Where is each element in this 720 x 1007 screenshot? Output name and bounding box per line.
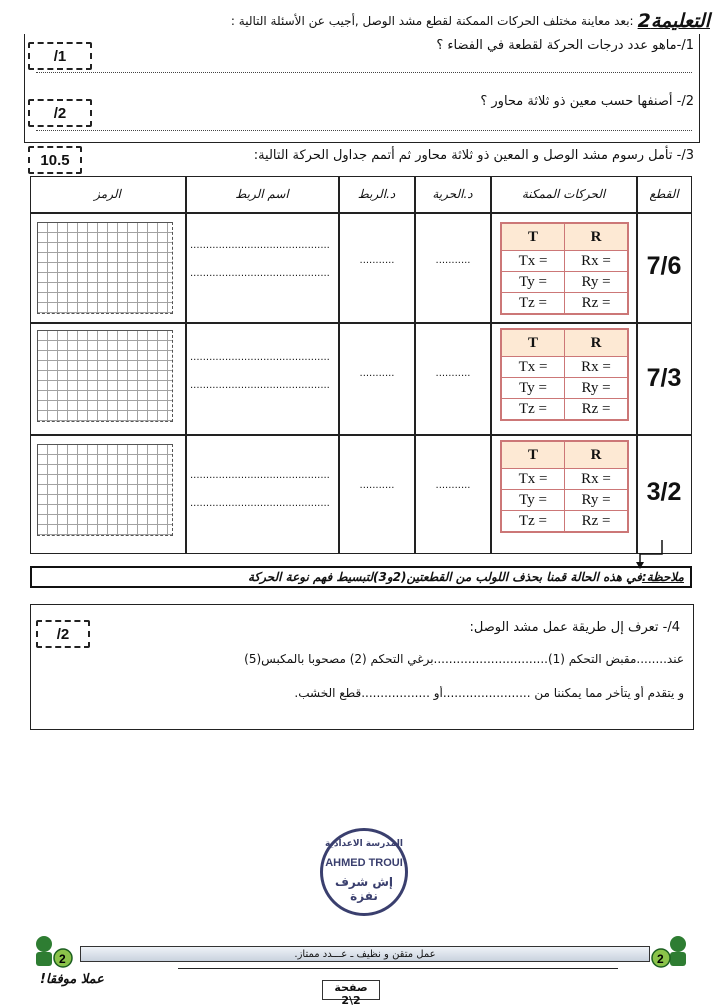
col-r: R bbox=[565, 329, 629, 357]
header-symbol: الرمز bbox=[94, 187, 121, 201]
rx-cell[interactable]: Rx = bbox=[565, 357, 629, 378]
q2-score-box: /2 bbox=[28, 99, 92, 127]
moves-table bbox=[500, 222, 629, 315]
stamp-middle: AHMED TROUI bbox=[325, 857, 403, 869]
header-moves: الحركات الممكنة bbox=[521, 187, 606, 201]
rz-cell[interactable]: Rz = bbox=[565, 511, 629, 533]
link-name-blank[interactable]: ............................................ bbox=[190, 470, 330, 481]
school-stamp bbox=[320, 828, 408, 916]
piece-label: 7/3 bbox=[646, 364, 682, 392]
stamp-bottom: إش شرف نفزة bbox=[334, 875, 394, 903]
tz-cell[interactable]: Tz = bbox=[501, 399, 565, 421]
links-blank[interactable]: ........... bbox=[359, 368, 395, 379]
note-label: ملاحظة: bbox=[641, 570, 684, 584]
rx-cell[interactable]: Rx = bbox=[565, 251, 629, 272]
col-r: R bbox=[565, 441, 629, 469]
freedom-blank[interactable]: ........... bbox=[435, 368, 471, 379]
q4-line-2[interactable]: و يتقدم أو يتأخر مما يمكننا من .......................أو ..................قطع الخشب. bbox=[294, 686, 684, 700]
rx-cell[interactable]: Rx = bbox=[565, 469, 629, 490]
tx-cell[interactable]: Tx = bbox=[501, 251, 565, 272]
q3-score-box: 10.5 bbox=[28, 146, 82, 174]
q2-answer-line[interactable] bbox=[36, 130, 692, 131]
ry-cell[interactable]: Ry = bbox=[565, 490, 629, 511]
note-box bbox=[30, 566, 692, 588]
header-links: د.الربط bbox=[357, 187, 396, 201]
header-freedom: د.الحرية bbox=[432, 187, 473, 201]
link-name-blank[interactable]: ............................................ bbox=[190, 240, 330, 251]
col-t: T bbox=[501, 329, 565, 357]
svg-text:2: 2 bbox=[657, 952, 664, 966]
q4-title: 4/- تعرف إل طريقة عمل مشد الوصل: bbox=[469, 620, 680, 635]
tx-cell[interactable]: Tx = bbox=[501, 357, 565, 378]
symbol-grid[interactable] bbox=[37, 444, 173, 536]
mascot-icon bbox=[650, 932, 694, 972]
stamp-top: المدرسة الاعدادية bbox=[325, 839, 403, 849]
link-name-blank[interactable]: ............................................ bbox=[190, 268, 330, 279]
link-name-blank[interactable]: ............................................ bbox=[190, 380, 330, 391]
rz-cell[interactable]: Rz = bbox=[565, 399, 629, 421]
footer-rule bbox=[178, 968, 618, 969]
q4-score-box: /2 bbox=[36, 620, 90, 648]
mascot-icon bbox=[30, 932, 74, 972]
links-blank[interactable]: ........... bbox=[359, 255, 395, 266]
tz-cell[interactable]: Tz = bbox=[501, 511, 565, 533]
col-t: T bbox=[501, 223, 565, 251]
link-name-blank[interactable]: ............................................ bbox=[190, 498, 330, 509]
ty-cell[interactable]: Ty = bbox=[501, 490, 565, 511]
freedom-blank[interactable]: ........... bbox=[435, 255, 471, 266]
tz-cell[interactable]: Tz = bbox=[501, 293, 565, 315]
piece-label: 3/2 bbox=[646, 478, 682, 506]
symbol-grid[interactable] bbox=[37, 330, 173, 422]
header-piece: القطع bbox=[649, 187, 679, 201]
footer-banner bbox=[80, 946, 650, 962]
footer-banner-text: عمل متقن و نظيف ـ عـــدد ممتاز. bbox=[294, 948, 436, 960]
q4-line-1[interactable]: عند........مقبض التحكم (1)..............................برغي التحكم (2) مصحوبا بالمكبس(5) bbox=[244, 652, 684, 666]
symbol-grid[interactable] bbox=[37, 222, 173, 314]
good-luck: عملا موفقا! bbox=[40, 972, 104, 987]
note-text: في هذه الحالة قمنا بحذف اللولب من القطعتين(2و3)لتبسيط فهم نوعة الحركة bbox=[247, 570, 642, 584]
ry-cell[interactable]: Ry = bbox=[565, 272, 629, 293]
rz-cell[interactable]: Rz = bbox=[565, 293, 629, 315]
ry-cell[interactable]: Ry = bbox=[565, 378, 629, 399]
q2-text: 2/- أصنفها حسب معين ذو ثلاثة محاور ؟ bbox=[480, 94, 694, 109]
links-blank[interactable]: ........... bbox=[359, 480, 395, 491]
piece-label: 7/6 bbox=[646, 252, 682, 280]
header-link-name: اسم الربط bbox=[235, 187, 289, 201]
q1-answer-line[interactable] bbox=[36, 72, 692, 73]
page-number: صفحة 2\2 bbox=[322, 980, 380, 1000]
exercise-title: التعليمة2 bbox=[637, 10, 710, 32]
svg-text:2: 2 bbox=[59, 952, 66, 966]
tx-cell[interactable]: Tx = bbox=[501, 469, 565, 490]
q1-text: 1/-ماهو عدد درجات الحركة لقطعة في الفضاء ؟ bbox=[436, 38, 694, 53]
col-t: T bbox=[501, 441, 565, 469]
link-name-blank[interactable]: ............................................ bbox=[190, 352, 330, 363]
ty-cell[interactable]: Ty = bbox=[501, 378, 565, 399]
freedom-blank[interactable]: ........... bbox=[435, 480, 471, 491]
exercise-instruction: :بعد معاينة مختلف الحركات الممكنة لقطع مشد الوصل ,أجيب عن الأسئلة التالية : bbox=[230, 14, 634, 28]
moves-table bbox=[500, 328, 629, 421]
header bbox=[10, 8, 710, 34]
q1-score-box: /1 bbox=[28, 42, 92, 70]
q3-text: 3/- تأمل رسوم مشد الوصل و المعين ذو ثلاثة محاور ثم أتمم جداول الحركة التالية: bbox=[253, 148, 694, 163]
col-r: R bbox=[565, 223, 629, 251]
ty-cell[interactable]: Ty = bbox=[501, 272, 565, 293]
moves-table bbox=[500, 440, 629, 533]
